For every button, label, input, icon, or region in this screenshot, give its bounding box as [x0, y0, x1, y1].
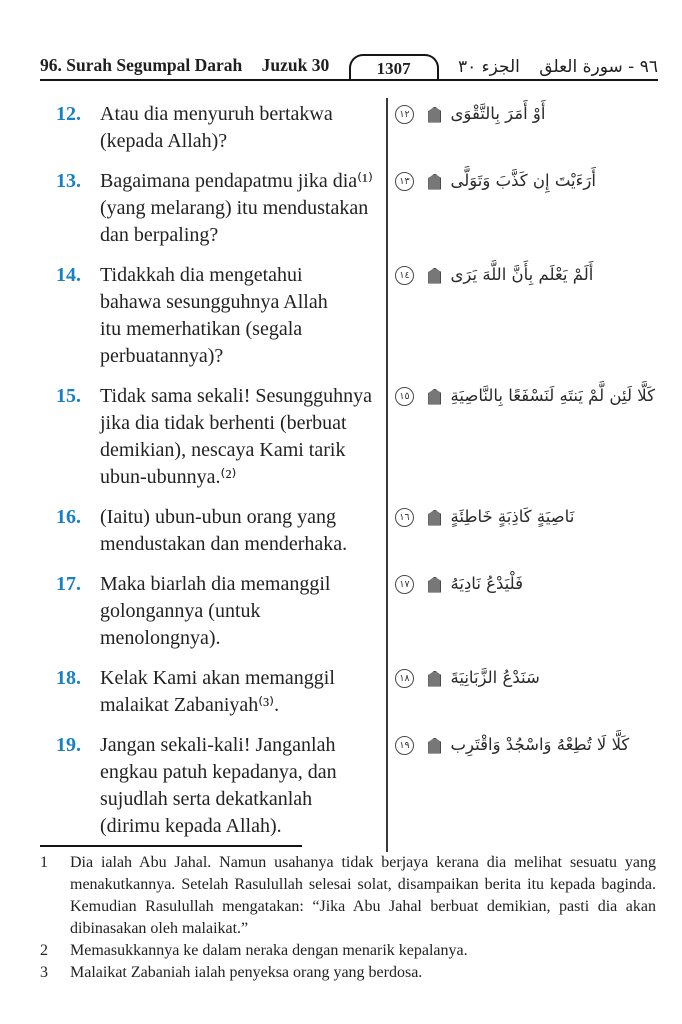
footnote-row	[40, 940, 656, 962]
verse-translation-line: Tidakkah dia mengetahui	[100, 264, 303, 286]
verse-row	[56, 262, 658, 370]
juz-label-arabic: الجزء ٣٠	[457, 57, 520, 77]
header-rule	[40, 79, 658, 81]
arabic-text: سَنَدْعُ الزَّبَانِيَةَ	[450, 668, 540, 687]
verse-number: 15.	[56, 385, 81, 407]
verse-arabic	[388, 571, 658, 597]
verse-number: 12.	[56, 103, 81, 125]
arabic-text: أَلَمْ يَعْلَم بِأَنَّ اللَّهَ يَرَى	[450, 265, 594, 284]
page-header	[40, 48, 658, 80]
verse-number: 13.	[56, 170, 81, 192]
verse-translation-line: malaikat Zabaniyah⁽³⁾.	[100, 694, 280, 716]
arabic-text: كَلَّا لَا تُطِعْهُ وَاسْجُدْ وَاقْتَرِب	[450, 735, 630, 754]
verse-translation-line: demikian), nescaya Kami tarik	[100, 439, 346, 461]
sajdah-icon	[428, 389, 441, 405]
footnote-number: 3	[40, 964, 48, 981]
verse-translation-line: Bagaimana pendapatmu jika dia⁽¹⁾	[100, 170, 373, 192]
footnote-row	[40, 852, 656, 940]
verse-row	[56, 168, 658, 249]
footnote-list	[40, 852, 656, 984]
sajdah-icon	[428, 510, 441, 526]
arabic-text: أَوْ أَمَرَ بِالتَّقْوَى	[450, 104, 546, 123]
verse-translation-line: (Iaitu) ubun-ubun orang yang	[100, 506, 337, 528]
footnote-separator	[40, 845, 302, 847]
verse-number: 17.	[56, 573, 81, 595]
surah-title-latin: 96. Surah Segumpal Darah	[40, 55, 243, 75]
verse-arabic	[388, 101, 658, 127]
verse-number: 14.	[56, 264, 81, 286]
verse-translation-line: mendustakan dan menderhaka.	[100, 533, 348, 555]
verse-translation-line: Jangan sekali-kali! Janganlah	[100, 734, 336, 756]
ayah-number-badge: ١٧	[395, 575, 414, 594]
verse-arabic	[388, 732, 658, 758]
verse-translation	[100, 383, 388, 491]
sajdah-icon	[428, 268, 441, 284]
verse-translation-line: jika dia tidak berhenti (berbuat	[100, 412, 347, 434]
footnote-number: 2	[40, 942, 48, 959]
verse-row	[56, 571, 658, 652]
verse-translation-line: ubun-ubunnya.⁽²⁾	[100, 466, 237, 488]
verse-translation-line: perbuatannya)?	[100, 345, 224, 367]
verse-arabic	[388, 383, 673, 409]
verse-translation	[100, 504, 388, 558]
sajdah-icon	[428, 107, 441, 123]
ayah-number-badge: ١٥	[395, 387, 414, 406]
ayah-number-badge: ١٨	[395, 669, 414, 688]
verse-translation-line: bahawa sesungguhnya Allah	[100, 291, 328, 313]
verse-translation-line: (dirimu kepada Allah).	[100, 815, 282, 837]
verse-translation-line: (kepada Allah)?	[100, 130, 228, 152]
arabic-text: نَاصِيَةٍ كَاذِبَةٍ خَاطِئَةٍ	[450, 507, 575, 526]
ayah-number-badge: ١٦	[395, 508, 414, 527]
juzuk-label: Juzuk 30	[261, 55, 330, 75]
ayah-number-badge: ١٢	[395, 105, 414, 124]
verse-translation-line: golongannya (untuk	[100, 600, 261, 622]
verse-translation	[100, 732, 388, 840]
surah-title-arabic: ٩٦ - سورة العلق	[539, 57, 658, 77]
verse-translation-line: sujudlah serta dekatkanlah	[100, 788, 313, 810]
verse-translation-line: engkau patuh kepadanya, dan	[100, 761, 337, 783]
page-number-tab: 1307	[349, 54, 439, 81]
verse-translation-line: menolongnya).	[100, 627, 221, 649]
verse-translation	[100, 571, 388, 652]
verse-translation-line: Kelak Kami akan memanggil	[100, 667, 335, 689]
verse-arabic	[388, 665, 658, 691]
verse-number: 18.	[56, 667, 81, 689]
verse-translation-line: itu memerhatikan (segala	[100, 318, 303, 340]
sajdah-icon	[428, 577, 441, 593]
verse-arabic	[388, 262, 658, 288]
verse-translation	[100, 101, 388, 155]
sajdah-icon	[428, 738, 441, 754]
footnote-text: Dia ialah Abu Jahal. Namun usahanya tidak berjaya kerana dia melihat sesuatu yang menakutkannya. Setelah Rasulullah selesai solat, disampaikan berita itu kepada baginda. Kemudian Rasulullah mengatakan: “Jika Abu Jahal berbuat demikian, pasti dia akan dibinasakan oleh malaikat.”	[70, 854, 656, 937]
arabic-text: أَرَءَيْتَ إِن كَذَّبَ وَتَوَلَّى	[450, 171, 596, 190]
verse-row	[56, 383, 658, 491]
ayah-number-badge: ١٣	[395, 172, 414, 191]
footnote-text: Memasukkannya ke dalam neraka dengan menarik kepalanya.	[70, 942, 468, 959]
verse-translation-line: Maka biarlah dia memanggil	[100, 573, 331, 595]
verse-translation-line: Tidak sama sekali! Sesungguhnya	[100, 385, 373, 407]
arabic-text: كَلَّا لَئِن لَّمْ يَنتَهِ لَنَسْفَعًا بِالنَّاصِيَةِ	[450, 386, 655, 405]
footnote-number: 1	[40, 854, 48, 871]
verse-translation	[100, 168, 388, 249]
ayah-number-badge: ١٩	[395, 736, 414, 755]
verse-arabic	[388, 504, 658, 530]
footnote-text: Malaikat Zabaniah ialah penyeksa orang yang berdosa.	[70, 964, 423, 981]
verse-translation	[100, 262, 388, 370]
footnote-row	[40, 962, 656, 984]
verse-translation-line: Atau dia menyuruh bertakwa	[100, 103, 333, 125]
verse-translation-line: dan berpaling?	[100, 224, 219, 246]
verse-number: 16.	[56, 506, 81, 528]
verse-row	[56, 665, 658, 719]
sajdah-icon	[428, 174, 441, 190]
verse-number: 19.	[56, 734, 81, 756]
verse-row	[56, 732, 658, 840]
arabic-text: فَلْيَدْعُ نَادِيَهُ	[450, 574, 523, 593]
verse-translation-line: (yang melarang) itu mendustakan	[100, 197, 369, 219]
verse-arabic	[388, 168, 658, 194]
verse-row	[56, 504, 658, 558]
verse-list	[56, 101, 658, 853]
verse-translation	[100, 665, 388, 719]
sajdah-icon	[428, 671, 441, 687]
ayah-number-badge: ١٤	[395, 266, 414, 285]
footnotes-section	[40, 845, 656, 984]
verse-row	[56, 101, 658, 155]
